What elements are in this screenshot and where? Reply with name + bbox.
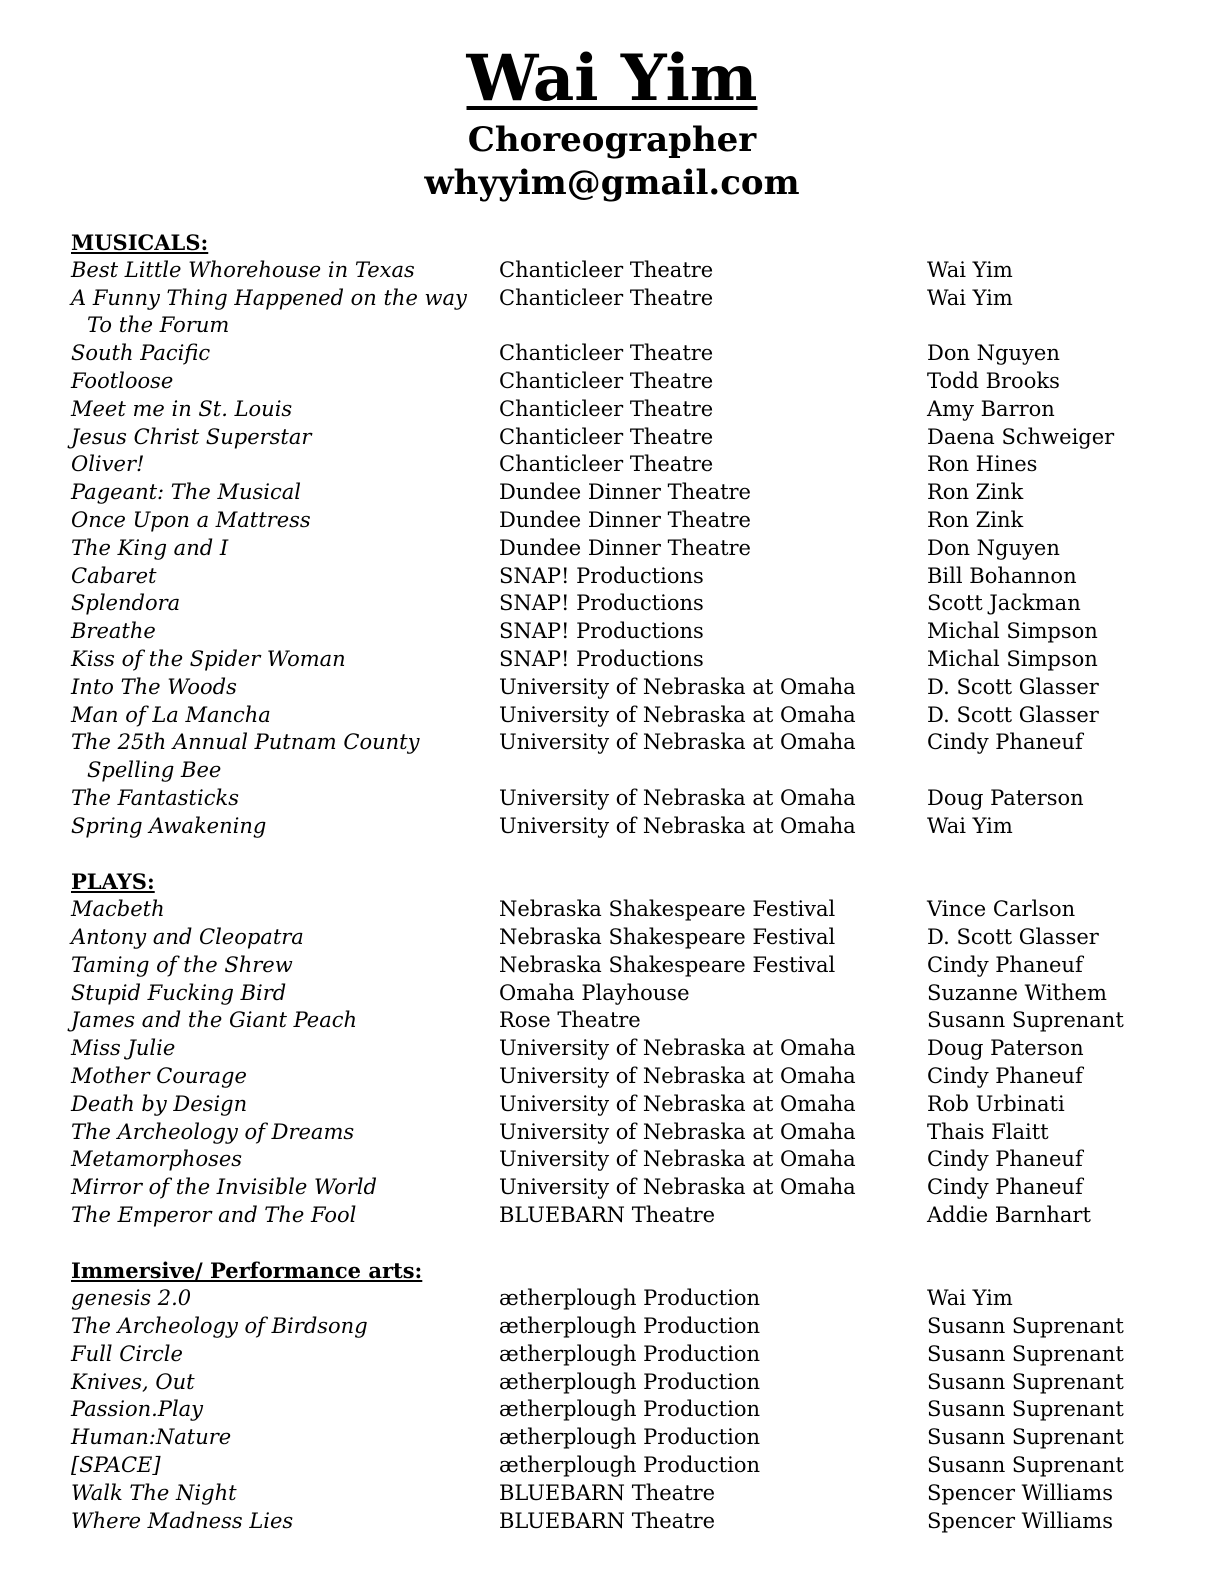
- production-director: Wai Yim: [927, 1286, 1013, 1311]
- production-director: Todd Brooks: [927, 368, 1060, 393]
- credits-section: [71, 229, 1191, 841]
- credit-row: [71, 952, 1191, 980]
- production-title-text: Best Little Whorehouse in Texas: [71, 257, 415, 282]
- production-title-continued: To the Forum: [87, 313, 230, 338]
- credit-row: [71, 563, 1191, 591]
- credit-row: [71, 535, 1191, 563]
- production-title: [71, 1202, 491, 1230]
- production-title: [71, 952, 491, 980]
- production-title-continued: Spelling Bee: [87, 758, 222, 783]
- credit-row: [71, 646, 1191, 674]
- production-title-text: Full Circle: [71, 1341, 183, 1366]
- credits-section: [71, 868, 1191, 1229]
- production-title-text: Antony and Cleopatra: [71, 924, 304, 949]
- production-title: [71, 729, 491, 785]
- production-director: Suzanne Withem: [927, 980, 1107, 1005]
- production-director: Wai Yim: [927, 285, 1013, 310]
- credit-row: [71, 1119, 1191, 1147]
- production-director: Thais Flaitt: [927, 1119, 1049, 1144]
- production-title-text: Passion.Play: [71, 1397, 204, 1422]
- production-venue: ætherplough Production: [499, 1453, 761, 1478]
- production-title: [71, 1341, 491, 1369]
- production-title-text: South Pacific: [71, 341, 211, 366]
- credit-row: [71, 1091, 1191, 1119]
- production-title: [71, 563, 491, 591]
- production-title: [71, 1369, 491, 1397]
- production-venue: University of Nebraska at Omaha: [499, 702, 856, 727]
- section-title: PLAYS:: [71, 869, 155, 895]
- resume-role: Choreographer: [467, 120, 757, 160]
- credit-row: [71, 1202, 1191, 1230]
- production-title-text: Miss Julie: [71, 1036, 176, 1061]
- production-title-text: Spring Awakening: [71, 813, 267, 838]
- production-director: Susann Suprenant: [927, 1008, 1124, 1033]
- production-director: Cindy Phaneuf: [927, 1175, 1083, 1200]
- production-director: D. Scott Glasser: [927, 674, 1099, 699]
- production-title: [71, 507, 491, 535]
- credit-row: [71, 618, 1191, 646]
- production-director: D. Scott Glasser: [927, 702, 1099, 727]
- production-venue: SNAP! Productions: [499, 563, 704, 588]
- production-title-text: Death by Design: [71, 1091, 248, 1116]
- production-director: Ron Hines: [927, 452, 1038, 477]
- production-venue: Chanticleer Theatre: [499, 452, 714, 477]
- credit-row: [71, 1508, 1191, 1536]
- production-title-text: The Archeology of Birdsong: [71, 1314, 368, 1339]
- production-director: Wai Yim: [927, 257, 1013, 282]
- production-venue: University of Nebraska at Omaha: [499, 1147, 856, 1172]
- production-title: [71, 285, 491, 341]
- section-title: Immersive/ Performance arts:: [71, 1258, 423, 1284]
- production-title: [71, 368, 491, 396]
- production-venue: University of Nebraska at Omaha: [499, 730, 856, 755]
- production-director: Doug Paterson: [927, 1036, 1084, 1061]
- production-title: [71, 451, 491, 479]
- production-title-text: Knives, Out: [71, 1369, 195, 1394]
- production-venue: University of Nebraska at Omaha: [499, 1175, 856, 1200]
- production-title: [71, 618, 491, 646]
- production-venue: Chanticleer Theatre: [499, 285, 714, 310]
- production-director: Susann Suprenant: [927, 1425, 1124, 1450]
- production-director: Don Nguyen: [927, 341, 1060, 366]
- production-title: [71, 257, 491, 285]
- production-director: Michal Simpson: [927, 619, 1098, 644]
- production-director: Vince Carlson: [927, 897, 1076, 922]
- production-title-text: The Fantasticks: [71, 785, 239, 810]
- production-title-text: Oliver!: [71, 452, 145, 477]
- credit-row: [71, 479, 1191, 507]
- credit-row: [71, 396, 1191, 424]
- credit-row: [71, 257, 1191, 285]
- production-venue: Rose Theatre: [499, 1008, 641, 1033]
- production-title-text: genesis 2.0: [71, 1286, 192, 1311]
- production-director: D. Scott Glasser: [927, 924, 1099, 949]
- resume-body: [71, 229, 1191, 1563]
- resume-email: whyyim@gmail.com: [424, 163, 800, 203]
- production-title-text: Macbeth: [71, 897, 165, 922]
- production-venue: Nebraska Shakespeare Festival: [499, 897, 836, 922]
- production-title: [71, 340, 491, 368]
- credit-row: [71, 1035, 1191, 1063]
- production-director: Rob Urbinati: [927, 1091, 1065, 1116]
- production-title-text: James and the Giant Peach: [71, 1008, 358, 1033]
- production-venue: ætherplough Production: [499, 1369, 761, 1394]
- credit-row: [71, 702, 1191, 730]
- credit-row: [71, 1174, 1191, 1202]
- production-title-text: The 25th Annual Putnam County: [71, 730, 420, 755]
- production-title-text: Meet me in St. Louis: [71, 396, 293, 421]
- production-venue: Nebraska Shakespeare Festival: [499, 924, 836, 949]
- production-director: Ron Zink: [927, 507, 1024, 532]
- production-title: [71, 535, 491, 563]
- production-title-text: Breathe: [71, 619, 156, 644]
- production-director: Amy Barron: [927, 396, 1055, 421]
- production-director: Susann Suprenant: [927, 1453, 1124, 1478]
- credit-row: [71, 1007, 1191, 1035]
- production-title: [71, 1424, 491, 1452]
- production-venue: Omaha Playhouse: [499, 980, 690, 1005]
- production-venue: ætherplough Production: [499, 1314, 761, 1339]
- production-title: [71, 785, 491, 813]
- production-venue: University of Nebraska at Omaha: [499, 813, 856, 838]
- production-venue: Dundee Dinner Theatre: [499, 480, 751, 505]
- credits-section: [71, 1257, 1191, 1535]
- production-venue: SNAP! Productions: [499, 619, 704, 644]
- production-director: Addie Barnhart: [927, 1202, 1091, 1227]
- production-title: [71, 674, 491, 702]
- production-venue: SNAP! Productions: [499, 646, 704, 671]
- resume-name: Wai Yim: [466, 41, 758, 116]
- production-venue: Dundee Dinner Theatre: [499, 535, 751, 560]
- production-title: [71, 1480, 491, 1508]
- production-director: Cindy Phaneuf: [927, 952, 1083, 977]
- production-director: Cindy Phaneuf: [927, 1063, 1083, 1088]
- credit-row: [71, 924, 1191, 952]
- production-title: [71, 1091, 491, 1119]
- production-title: [71, 1119, 491, 1147]
- credit-row: [71, 424, 1191, 452]
- production-title: [71, 646, 491, 674]
- production-venue: Chanticleer Theatre: [499, 257, 714, 282]
- production-director: Wai Yim: [927, 813, 1013, 838]
- production-director: Susann Suprenant: [927, 1397, 1124, 1422]
- credit-row: [71, 590, 1191, 618]
- production-venue: BLUEBARN Theatre: [499, 1480, 716, 1505]
- production-title-text: The Archeology of Dreams: [71, 1119, 355, 1144]
- production-director: Spencer Williams: [927, 1480, 1113, 1505]
- production-title-text: Pageant: The Musical: [71, 480, 301, 505]
- production-venue: Chanticleer Theatre: [499, 368, 714, 393]
- production-director: Cindy Phaneuf: [927, 1147, 1083, 1172]
- credit-row: [71, 340, 1191, 368]
- production-venue: Nebraska Shakespeare Festival: [499, 952, 836, 977]
- production-title: [71, 1452, 491, 1480]
- production-venue: ætherplough Production: [499, 1286, 761, 1311]
- production-title-text: The Emperor and The Fool: [71, 1202, 357, 1227]
- production-venue: ætherplough Production: [499, 1397, 761, 1422]
- production-director: Susann Suprenant: [927, 1341, 1124, 1366]
- credit-row: [71, 1396, 1191, 1424]
- production-title-text: Man of La Mancha: [71, 702, 271, 727]
- production-title: [71, 896, 491, 924]
- credit-row: [71, 1369, 1191, 1397]
- production-director: Spencer Williams: [927, 1508, 1113, 1533]
- production-title-text: Jesus Christ Superstar: [71, 424, 312, 449]
- production-title-text: Into The Woods: [71, 674, 237, 699]
- production-title: [71, 1007, 491, 1035]
- production-title-text: Footloose: [71, 368, 174, 393]
- production-director: Michal Simpson: [927, 646, 1098, 671]
- credit-row: [71, 896, 1191, 924]
- credit-row: [71, 451, 1191, 479]
- production-title: [71, 1285, 491, 1313]
- credit-row: [71, 368, 1191, 396]
- credit-row: [71, 1341, 1191, 1369]
- production-venue: Chanticleer Theatre: [499, 341, 714, 366]
- production-title: [71, 924, 491, 952]
- production-venue: University of Nebraska at Omaha: [499, 674, 856, 699]
- credit-row: [71, 1146, 1191, 1174]
- production-venue: Dundee Dinner Theatre: [499, 507, 751, 532]
- production-title-text: A Funny Thing Happened on the way: [71, 285, 467, 310]
- production-venue: Chanticleer Theatre: [499, 396, 714, 421]
- production-venue: BLUEBARN Theatre: [499, 1508, 716, 1533]
- production-title: [71, 1146, 491, 1174]
- production-venue: University of Nebraska at Omaha: [499, 1119, 856, 1144]
- production-title-text: Stupid Fucking Bird: [71, 980, 287, 1005]
- credit-row: [71, 813, 1191, 841]
- production-title: [71, 813, 491, 841]
- credit-row: [71, 1313, 1191, 1341]
- production-title: [71, 1063, 491, 1091]
- production-director: Susann Suprenant: [927, 1369, 1124, 1394]
- production-director: Cindy Phaneuf: [927, 730, 1083, 755]
- production-title-text: Kiss of the Spider Woman: [71, 646, 346, 671]
- production-director: Don Nguyen: [927, 535, 1060, 560]
- credit-row: [71, 785, 1191, 813]
- production-title-text: Mother Courage: [71, 1063, 247, 1088]
- credit-row: [71, 507, 1191, 535]
- production-director: Susann Suprenant: [927, 1314, 1124, 1339]
- production-venue: ætherplough Production: [499, 1341, 761, 1366]
- credit-row: [71, 1285, 1191, 1313]
- production-title-text: Splendora: [71, 591, 181, 616]
- production-title: [71, 1035, 491, 1063]
- credit-row: [71, 1424, 1191, 1452]
- production-director: Scott Jackman: [927, 591, 1081, 616]
- production-title-text: Mirror of the Invisible World: [71, 1175, 377, 1200]
- production-venue: BLUEBARN Theatre: [499, 1202, 716, 1227]
- production-title-text: Where Madness Lies: [71, 1508, 294, 1533]
- production-title-text: [SPACE]: [71, 1453, 161, 1478]
- production-title: [71, 396, 491, 424]
- production-venue: SNAP! Productions: [499, 591, 704, 616]
- credit-row: [71, 729, 1191, 785]
- production-title-text: Metamorphoses: [71, 1147, 243, 1172]
- production-title-text: Once Upon a Mattress: [71, 507, 311, 532]
- credit-row: [71, 980, 1191, 1008]
- production-title: [71, 1174, 491, 1202]
- production-title-text: Taming of the Shrew: [71, 952, 293, 977]
- credit-row: [71, 674, 1191, 702]
- production-title: [71, 1313, 491, 1341]
- production-venue: University of Nebraska at Omaha: [499, 1036, 856, 1061]
- production-title-text: Human:Nature: [71, 1425, 232, 1450]
- production-title: [71, 1396, 491, 1424]
- production-title: [71, 590, 491, 618]
- production-director: Doug Paterson: [927, 785, 1084, 810]
- credit-row: [71, 285, 1191, 341]
- production-title: [71, 980, 491, 1008]
- production-director: Ron Zink: [927, 480, 1024, 505]
- production-title: [71, 479, 491, 507]
- production-director: Daena Schweiger: [927, 424, 1115, 449]
- production-title-text: Walk The Night: [71, 1480, 237, 1505]
- credit-row: [71, 1480, 1191, 1508]
- production-title-text: Cabaret: [71, 563, 157, 588]
- credit-row: [71, 1063, 1191, 1091]
- production-title-text: The King and I: [71, 535, 229, 560]
- production-title: [71, 1508, 491, 1536]
- production-title: [71, 702, 491, 730]
- production-venue: ætherplough Production: [499, 1425, 761, 1450]
- production-venue: University of Nebraska at Omaha: [499, 1063, 856, 1088]
- production-venue: Chanticleer Theatre: [499, 424, 714, 449]
- resume-header: [0, 40, 1224, 204]
- credit-row: [71, 1452, 1191, 1480]
- production-title: [71, 424, 491, 452]
- section-title: MUSICALS:: [71, 230, 209, 255]
- production-venue: University of Nebraska at Omaha: [499, 785, 856, 810]
- production-director: Bill Bohannon: [927, 563, 1077, 588]
- production-venue: University of Nebraska at Omaha: [499, 1091, 856, 1116]
